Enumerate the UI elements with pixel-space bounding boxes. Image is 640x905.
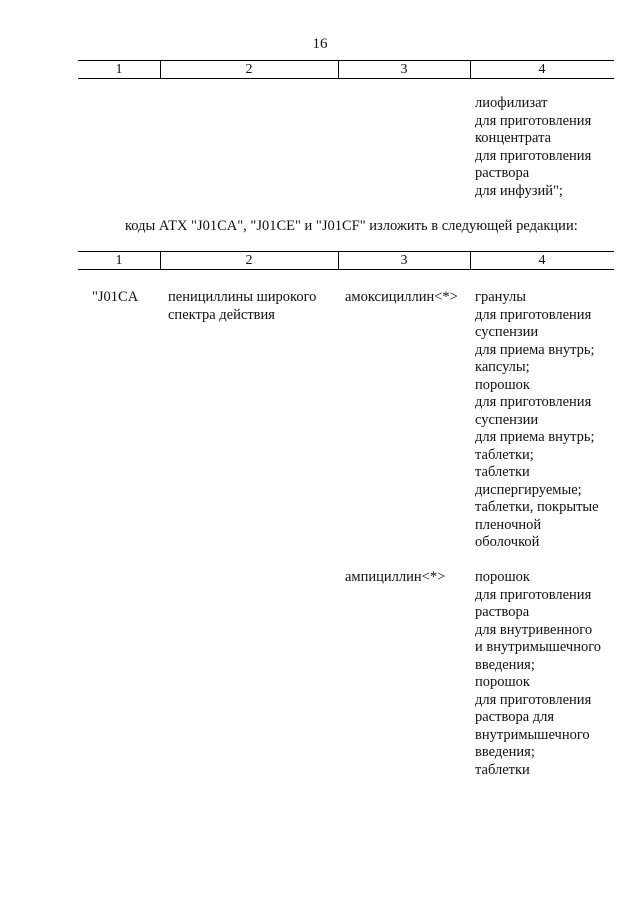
- dosage-form-line: таблетки, покрытые: [475, 499, 599, 515]
- table2-header-col3: 3: [400, 253, 408, 268]
- dosage-form-line: суспензии: [475, 411, 539, 428]
- dosage-form-line: таблетки: [475, 761, 530, 778]
- table2-header-col4: 4: [538, 253, 546, 268]
- drug-name-ampicillin: ампициллин<*>: [345, 569, 446, 585]
- dosage-form-line: таблетки;: [475, 446, 534, 463]
- pharmacological-group: [168, 289, 316, 324]
- dosage-form-line: раствора: [475, 165, 530, 181]
- atc-code: "J01CA: [92, 289, 139, 305]
- dosage-form-line: для внутривенного: [475, 621, 593, 638]
- dosage-form-line: порошок: [475, 569, 530, 585]
- amendment-paragraph: коды АТХ "J01CA", "J01CE" и "J01CF" изложить в следующей редакции:: [125, 218, 578, 234]
- table2-header-col1: 1: [115, 253, 123, 268]
- dosage-form-line: для приема внутрь;: [475, 429, 595, 445]
- table1-header-col1: 1: [115, 62, 123, 77]
- dosage-form-line: капсулы;: [475, 359, 530, 375]
- table1-header-col2: 2: [245, 62, 253, 77]
- dosage-form-line: для приготовления: [475, 586, 592, 603]
- dosage-form-line: для приготовления: [475, 147, 592, 164]
- amoxicillin-forms: [475, 289, 599, 552]
- table2-header-row: [78, 251, 614, 270]
- table1-header-col3: 3: [400, 62, 408, 77]
- dosage-form-line: порошок: [475, 674, 530, 690]
- dosage-form-line: для приготовления: [475, 394, 592, 410]
- dosage-form-line: внутримышечного: [475, 726, 590, 743]
- dosage-form-line: раствора для: [475, 709, 555, 725]
- drug-name-amoxicillin: амоксициллин<*>: [345, 289, 458, 305]
- dosage-form-line: для приготовления: [475, 691, 592, 708]
- dosage-form-line: суспензии: [475, 324, 539, 340]
- dosage-form-line: порошок: [475, 376, 530, 393]
- dosage-form-line: введения;: [475, 744, 535, 760]
- dosage-form-line: для приема внутрь;: [475, 341, 595, 358]
- group-line: спектра действия: [168, 306, 275, 323]
- group-line: пенициллины широкого: [168, 289, 317, 305]
- dosage-form-line: диспергируемые;: [475, 481, 582, 498]
- dosage-form-line: для приготовления: [475, 112, 592, 129]
- dosage-form-line: пленочной: [475, 516, 542, 533]
- dosage-form-line: для приготовления: [475, 306, 592, 323]
- dosage-form-line: для инфузий";: [475, 182, 563, 199]
- table1-col4-forms: [475, 95, 591, 200]
- dosage-form-line: введения;: [475, 656, 535, 673]
- dosage-form-line: таблетки: [475, 464, 530, 480]
- dosage-form-line: раствора: [475, 604, 530, 620]
- dosage-form-line: лиофилизат: [475, 95, 548, 111]
- dosage-form-line: и внутримышечного: [475, 639, 602, 655]
- table2-header-col2: 2: [245, 253, 253, 268]
- page-number: 16: [312, 36, 328, 52]
- table1-header-col4: 4: [538, 62, 546, 77]
- table1-header-row: [78, 60, 614, 79]
- dosage-form-line: гранулы: [475, 289, 526, 305]
- dosage-form-line: концентрата: [475, 130, 552, 146]
- ampicillin-forms: [475, 569, 601, 779]
- dosage-form-line: оболочкой: [475, 534, 540, 550]
